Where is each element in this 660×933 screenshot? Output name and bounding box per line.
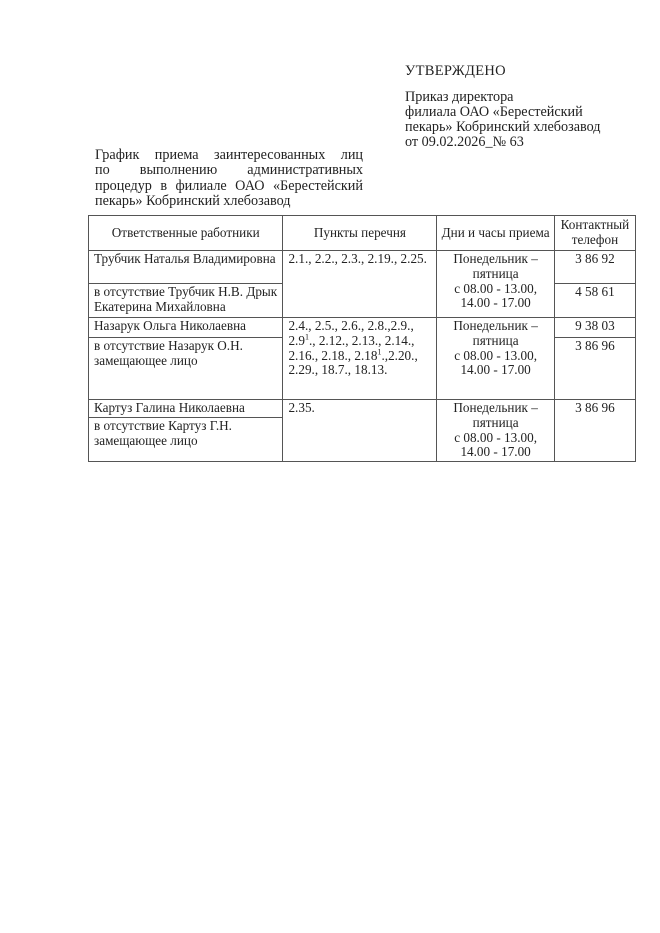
title-line: пекарь» Кобринский хлебозавод [95,192,291,209]
header-items: Пункты перечня [283,216,437,251]
days-line: с 08.00 - 13.00, [454,429,537,445]
phone-cell: 3 86 96 [554,400,635,462]
items-sup: 1 [377,347,382,357]
approval-block [405,63,645,150]
items-text: .,2.20., 2.29., 18.7., 18.13. [288,347,418,378]
days-cell [437,251,555,318]
days-line: с 08.00 - 13.00, [454,347,537,363]
days-line: Понедельник – [453,318,538,333]
items-cell: 2.35. [283,400,437,462]
items-cell [283,318,437,400]
worker-substitute: в отсутствие Назарук О.Н. замещающее лицо [89,338,283,400]
phone-cell: 3 86 92 [554,251,635,284]
days-line: пятница [472,265,519,281]
title-line: График приема заинтересованных лиц [95,147,363,163]
phone-cell: 4 58 61 [554,284,635,318]
table-row [89,318,636,338]
worker-substitute: в отсутствие Картуз Г.Н. замещающее лицо [89,418,283,462]
days-line: Понедельник – [453,400,538,415]
table-header-row [89,216,636,251]
document-title [95,148,363,209]
items-cell: 2.1., 2.2., 2.3., 2.19., 2.25. [283,251,437,318]
header-days: Дни и часы приема [437,216,555,251]
title-line: процедур в филиале ОАО «Берестейский [95,177,363,194]
items-sup: 1 [304,332,309,342]
schedule-table [88,215,636,462]
days-cell [437,318,555,400]
title-line: по выполнению административных [95,162,363,179]
header-workers: Ответственные работники [89,216,283,251]
header-phone: Контактный телефон [554,216,635,251]
worker-substitute: в отсутствие Трубчик Н.В. Дрык Екатерина Михайловна [89,284,283,318]
phone-cell: 9 38 03 [554,318,635,338]
days-line: пятница [472,332,519,348]
days-line: пятница [472,414,519,430]
worker-primary: Картуз Галина Николаевна [89,400,283,418]
items-text: 2.4., 2.5., 2.6., 2.8.,2.9., 2.9 [288,318,414,348]
approval-line: филиала ОАО «Берестейский [405,103,583,120]
days-cell [437,400,555,462]
days-line: 14.00 - 17.00 [460,362,531,378]
table-row [89,251,636,284]
phone-cell: 3 86 96 [554,338,635,400]
days-line: 14.00 - 17.00 [460,444,531,460]
approval-line: Приказ директора [405,88,514,105]
items-text: ., 2.12., 2.13., 2.14., 2.16., 2.18., 2.18 [288,332,415,363]
approval-line: от 09.02.2026_№ 63 [405,134,524,151]
days-line: Понедельник – [453,251,538,266]
worker-primary: Трубчик Наталья Владимировна [89,251,283,284]
days-line: 14.00 - 17.00 [460,295,531,311]
worker-primary: Назарук Ольга Николаевна [89,318,283,338]
approval-heading: УТВЕРЖДЕНО [405,63,506,79]
approval-line: пекарь» Кобринский хлебозавод [405,119,601,136]
days-line: с 08.00 - 13.00, [454,280,537,296]
table-row [89,400,636,418]
